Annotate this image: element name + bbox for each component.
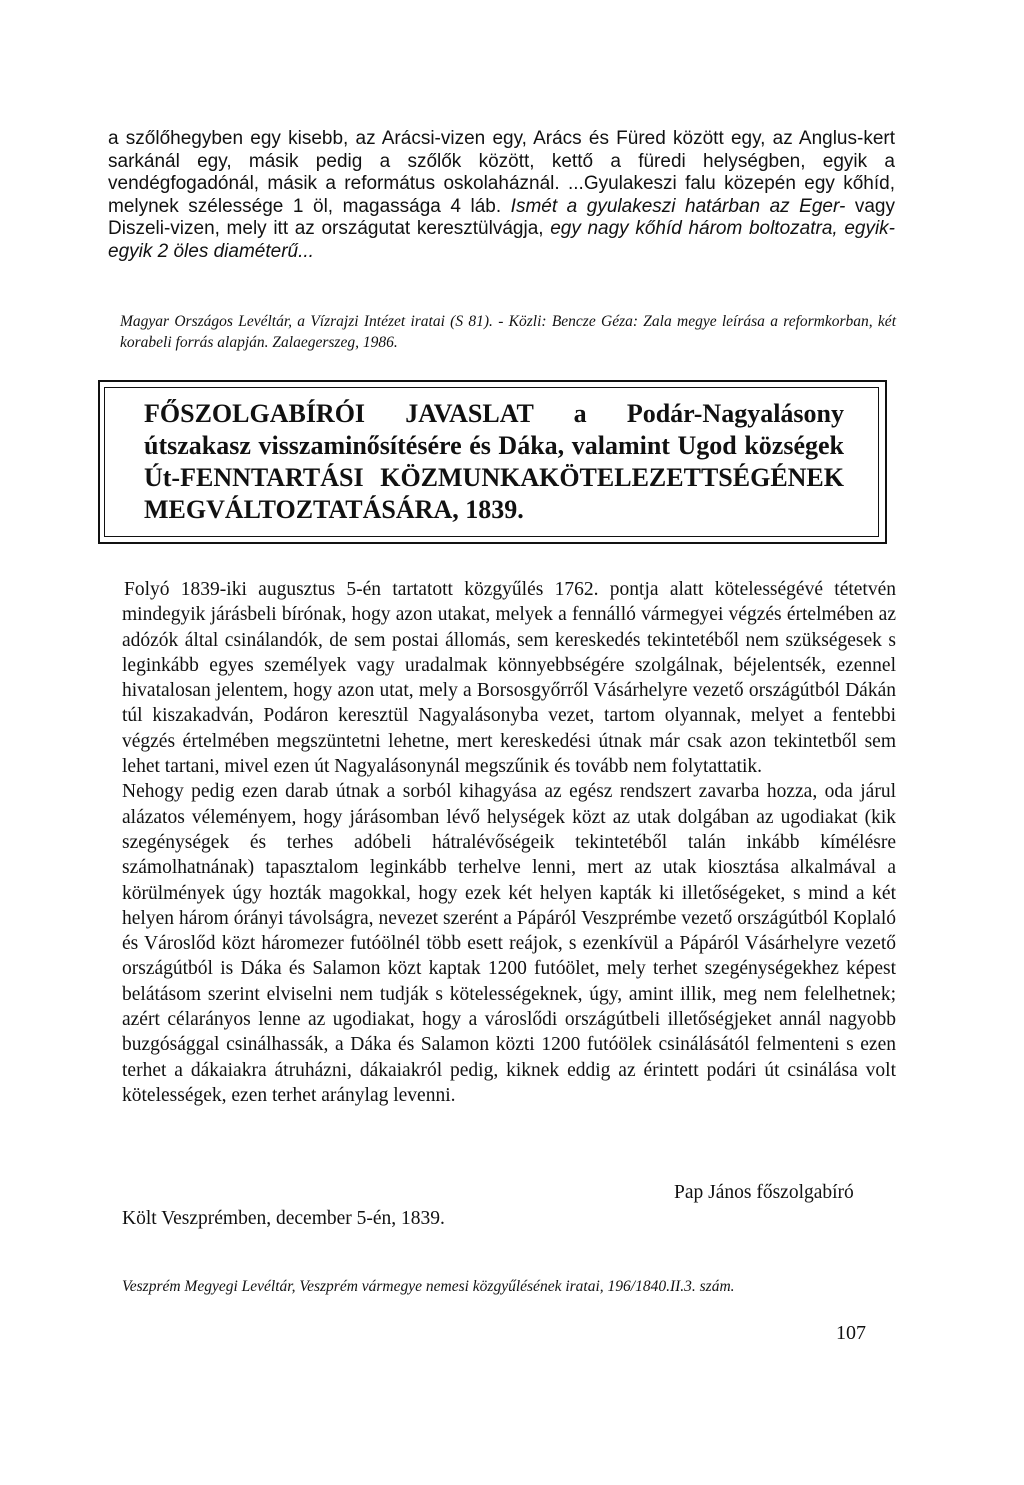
- page-number: 107: [836, 1322, 866, 1344]
- continued-text-part-2: vagy Diszeli-vizen, mely itt az országutat keresztülvágja,: [108, 195, 895, 239]
- document-title: FŐSZOLGABÍRÓI JAVASLAT a Podár-Nagyalásony útszakasz visszaminősítésére és Dáka, valamint Ugod községek Út-FENNTARTÁSI KÖZMUNKAKÖTELEZETTSÉGÉNEK MEGVÁLTOZTATÁSÁRA, 1839.: [144, 399, 844, 524]
- source-citation-1: Magyar Országos Levéltár, a Vízrajzi Intézet iratai (S 81). - Közli: Bencze Géza: Zala megye leírása a reformkorban, két korabeli forrás alapján. Zalaegerszeg, 1986.: [120, 313, 896, 351]
- continued-text-part-1: a szőlőhegyben egy kisebb, az Arácsi-vizen egy, Arács és Füred között egy, az Anglus-kert sarkánál egy, másik pedig a szőlők között, kettő a füredi helységben, egyik a vendégfogadónál, másik a református oskolaháznál. ...Gyulakeszi falu közepén egy kőhíd, melynek szélessége 1 öl, magassága 4 láb.: [108, 128, 895, 217]
- source-citation-2: Veszprém Megyegi Levéltár, Veszprém vármegye nemesi közgyűlésének iratai, 196/1840.II.3. szám.: [122, 1278, 735, 1295]
- body-paragraph-2: Nehogy pedig ezen darab útnak a sorból kihagyása az egész rendszert zavarba hozza, oda járul alázatos véleményem, hogy járásomban lévő helységek közt az utak dolgában az ugodiakat (kik szegénységek és terhes adóbeli hátralévőségeik tekintetéből talán inkább kímélésre számolhatnának) tapasztalom leginkább terhelve lenni, mert az utak kiosztása alkalmával a körülmények úgy hozták magokkal, hogy ezek két helyen kapták ki illetőségeket, s mind a két helyen három órányi távolságra, nevezet szerént a Pápáról Veszprémbe vezető országútból Koplaló és Városlőd közt háromezer futóölnél több esett reájok, s ezenkívül a Pápáról Vásárhelyre vezető országútból is Dáka és Salamon közt kaptak 1200 futóölet, mely terhet szegénységekhez képest belátásom szerint elviselni nem tudják s kötelességeknek, úgy, amint illik, meg nem felelhetnek; azért célarányos lenne az ugodiakat, hogy a városlődi országútbeli illetőségjeket annál nagyobb buzgósággal csinálhassák, a Dáka és Salamon közti 1200 futóölek csinálásától felmenteni s ezen terhet a dákaiakra átruházni, dákaiakról pedig, kiknek eddig az érintett podári út csinálása volt kötelességek, ezen terhet aránylag levenni.: [122, 781, 896, 1106]
- document-body: [122, 577, 896, 1108]
- place-and-date: Költ Veszprémben, december 5-én, 1839.: [122, 1208, 445, 1229]
- continued-text-italic-2: egy nagy kőhíd három boltozatra, egyik-egyik 2 öles diaméterű...: [108, 218, 895, 262]
- continued-text: [108, 128, 895, 263]
- signature: Pap János főszolgabíró: [674, 1182, 854, 1203]
- body-paragraph-1: Folyó 1839-iki augusztus 5-én tartatott közgyűlés 1762. pontja alatt kötelességévé tétetvén mindegyik járásbeli bírónak, hogy azon utakat, melyek a fennálló vármegyei végzés értelmében az adózók által csinálandók, de sem postai állomás, sem kereskedés tekintetéből nem szükségesek s leginkább egyes személyek vagy uradalmak könnyebbségére szolgálnak, béjelentsék, ezennel hivatalosan jelentem, hogy azon utat, mely a Borsosgyőrről Vásárhelyre vezető országútból Dákán túl kiszakadván, Podáron keresztül Nagyalásonyba vezet, tartom olyannak, melyet a fentebbi végzés értelmében megszüntetni lehetne, mert kereskedési útnak már csak azon tekintetből sem lehet tartani, mivel ezen út Nagyalásonynál megszűnik és tovább nem folytattatik.: [122, 579, 896, 778]
- continued-text-italic-1: Ismét a gyulakeszi határban az Eger-: [510, 195, 846, 217]
